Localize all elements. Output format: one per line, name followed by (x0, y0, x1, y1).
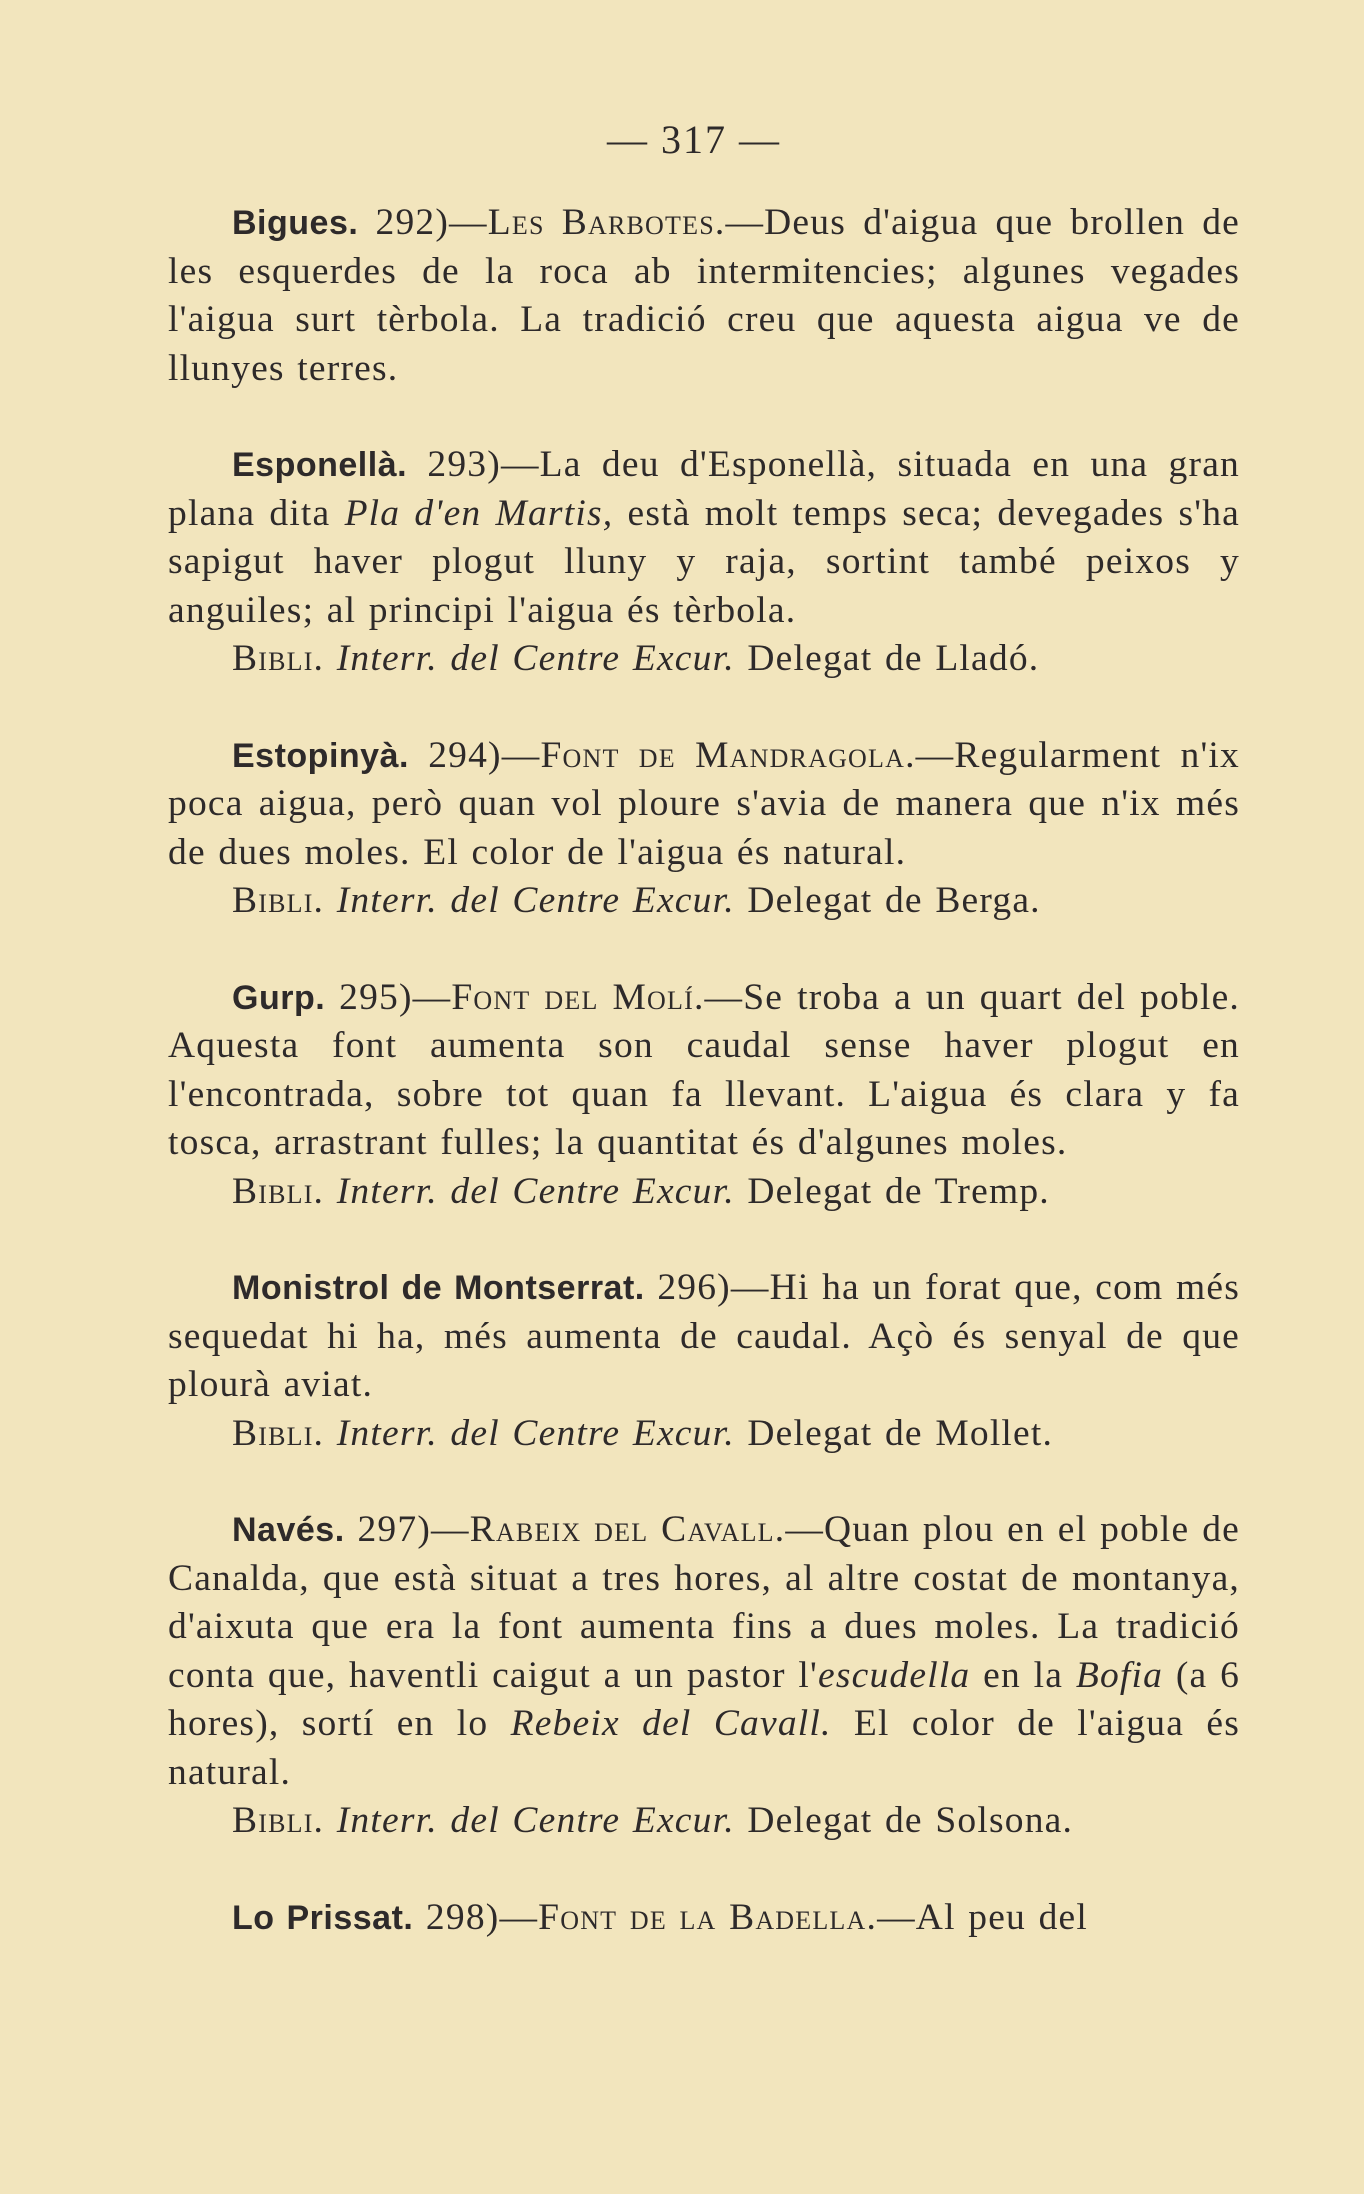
bibli-source: Interr. del Centre Excur. (336, 1412, 735, 1454)
bibli-label: Bibli. (232, 1170, 325, 1212)
bibli-delegate: Delegat de Mollet. (747, 1412, 1054, 1454)
entry-text: Se troba a un quart del poble. Aquesta font aumenta son caudal sense haver plogut en l'encontrada, sobre tot quan fa llevant. L'aigua és clara y fa tosca, arrastrant fulles; la quantitat és d'algunes moles. (168, 976, 1240, 1163)
page-number: — 317 — (607, 117, 781, 162)
entry-text: està molt temps seca; devegades s'ha sapigut haver plogut lluny y raja, sortint també peixos y anguiles; al principi l'aigua és tèrbola. (168, 492, 1240, 631)
entry-place: Lo Prissat. (232, 1898, 414, 1937)
entry-number: 292) (375, 202, 450, 243)
bibli-label: Bibli. (232, 880, 325, 921)
entry-text: (a 6 hores), sortí en lo (168, 1654, 1241, 1744)
entry-name: Font de la Badella. (538, 1896, 878, 1938)
entry-text: en la (983, 1654, 1064, 1696)
book-page (168, 116, 1240, 1990)
entry-text: Al peu del (915, 1896, 1088, 1938)
entry-italic-word: escudella (817, 1654, 971, 1696)
entry-name: Rabeix del Cavall. (469, 1509, 786, 1550)
entry-number: 295) (339, 976, 413, 1018)
entry-text: Quan plou en el poble de Canalda, que està situat a tres hores, al altre costat de montanya, d'aixuta que era la font aumenta fins a dues moles. La tradició conta que, haventli caigut a un pastor l' (168, 1509, 1240, 1696)
bibli-delegate: Delegat de Tremp. (747, 1170, 1050, 1212)
entry-place: Monistrol de Montserrat. (232, 1269, 645, 1307)
entry-place: Estopinyà. (232, 736, 409, 775)
bibliography (168, 635, 1240, 684)
entry-italic-word: Rebeix del Cavall. (510, 1703, 832, 1744)
bibli-source: Interr. del Centre Excur. (336, 1800, 735, 1841)
bibli-label: Bibli. (232, 1800, 325, 1841)
bibliography (168, 1410, 1240, 1459)
entry-number: 298) (425, 1896, 500, 1938)
bibli-label: Bibli. (232, 638, 325, 679)
entry-text: Regularment n'ix poca aigua, però quan vol ploure s'avia de manera que n'ix més de dues moles. El color de l'aigua és natural. (168, 734, 1240, 873)
entry-place: Bigues. (232, 204, 359, 242)
entry-number: 294) (428, 734, 502, 776)
entry-place: Gurp. (232, 978, 326, 1017)
bibli-delegate: Delegat de Berga. (747, 880, 1041, 921)
entry-name: Font de Mandragola. (540, 734, 916, 776)
entry-lo-prissat: Lo Prissat. 298)—Font de la Badella.—Al peu del (232, 1896, 1088, 1938)
entry-esponella: Esponellà. 293)—La deu d'Esponellà, situada en una gran plana dita Pla d'en Martis, està molt temps seca; devegades s'ha sapigut haver plogut lluny y raja, sortint també peixos y anguiles; al principi l'aigua és tèrbola. Bibli. Interr. del Centre Excur. Delegat de Lladó. (168, 441, 1240, 684)
bibliography (168, 1797, 1240, 1846)
entry-italic-word: Bofia (1075, 1654, 1164, 1696)
entry-number: 297) (357, 1509, 432, 1550)
bibli-source: Interr. del Centre Excur. (336, 880, 735, 921)
entry-name: Les Barbotes. (487, 202, 726, 243)
bibli-delegate: Delegat de Lladó. (747, 638, 1040, 679)
entry-bigues: Bigues. 292)—Les Barbotes.—Deus d'aigua que brollen de les esquerdes de la roca ab intermitencies; algunes vegades l'aigua surt tèrbola. La tradició creu que aquesta aigua ve de llunyes terres. (168, 202, 1240, 389)
entry-naves: Navés. 297)—Rabeix del Cavall.—Quan plou en el poble de Canalda, que està situat a tres hores, al altre costat de montanya, d'aixuta que era la font aumenta fins a dues moles. La tradició conta que, haventli caigut a un pastor l'escudella en la Bofia (a 6 hores), sortí en lo Rebeix del Cavall. El color de l'aigua és natural. Bibli. Interr. del Centre Excur. Delegat de Solsona. (168, 1506, 1240, 1846)
entry-name: Font del Molí. (451, 976, 705, 1018)
entry-estopinya: Estopinyà. 294)—Font de Mandragola.—Regularment n'ix poca aigua, però quan vol ploure s'avia de manera que n'ix més de dues moles. El color de l'aigua és natural. Bibli. Interr. del Centre Excur. Delegat de Berga. (168, 732, 1240, 926)
entry-text: La deu d'Esponellà, situada en una gran plana dita (168, 444, 1240, 534)
entry-gurp: Gurp. 295)—Font del Molí.—Se troba a un quart del poble. Aquesta font aumenta son caudal sense haver plogut en l'encontrada, sobre tot quan fa llevant. L'aigua és clara y fa tosca, arrastrant fulles; la quantitat és d'algunes moles. Bibli. Interr. del Centre Excur. Delegat de Tremp. (168, 974, 1240, 1217)
entry-text: Hi ha un forat que, com més sequedat hi ha, més aumenta de caudal. Açò és senyal de que plourà aviat. (168, 1267, 1240, 1405)
bibliography (168, 877, 1240, 926)
bibli-delegate: Delegat de Solsona. (747, 1800, 1074, 1841)
bibli-source: Interr. del Centre Excur. (336, 638, 735, 679)
entry-number: 296) (657, 1267, 731, 1308)
entry-number: 293) (427, 444, 501, 485)
bibliography (168, 1168, 1240, 1217)
entry-monistrol: Monistrol de Montserrat. 296)—Hi ha un forat que, com més sequedat hi ha, més aumenta de caudal. Açò és senyal de que plourà aviat. Bibli. Interr. del Centre Excur. Delegat de Mollet. (168, 1264, 1240, 1458)
bibli-source: Interr. del Centre Excur. (336, 1170, 735, 1212)
bibli-label: Bibli. (232, 1412, 325, 1454)
entry-italic-place: Pla d'en Martis, (344, 492, 614, 534)
entry-text: El color de l'aigua és natural. (168, 1703, 1240, 1793)
entry-place: Navés. (232, 1511, 345, 1549)
entry-place: Esponellà. (232, 446, 408, 484)
entry-text: Deus d'aigua que brollen de les esquerdes de la roca ab intermitencies; algunes vegades l'aigua surt tèrbola. La tradició creu que aquesta aigua ve de llunyes terres. (168, 202, 1240, 389)
